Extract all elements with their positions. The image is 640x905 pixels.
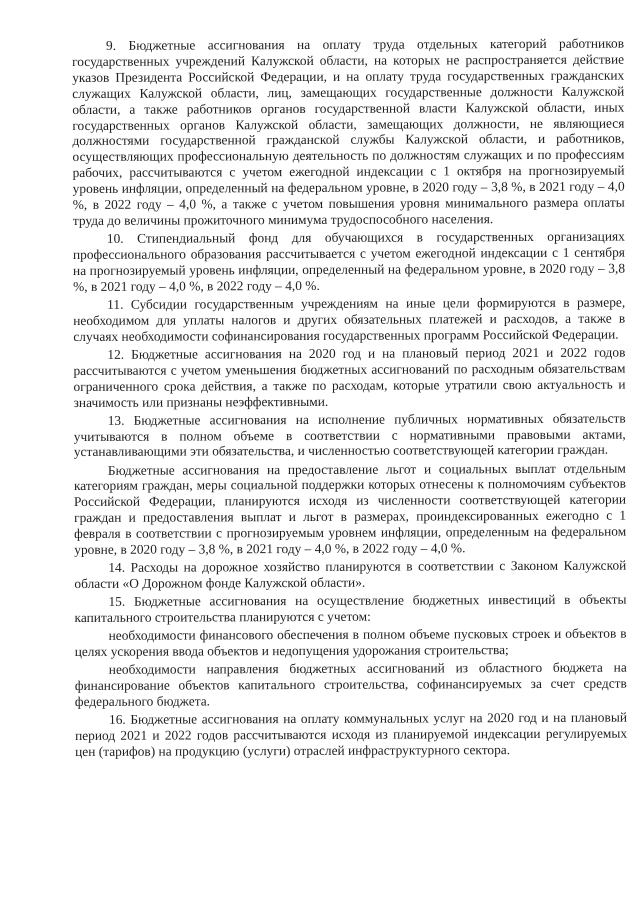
document-page — [72, 36, 627, 762]
paragraph-15-item-cofinancing: необходимости направления бюджетных ассигнований из областного бюджета на финансирование объектов капитального строительства, софинансируемых за счет средств федерального бюджета. — [74, 659, 627, 709]
paragraph-13-social-benefits: Бюджетные ассигнования на предоставление льгот и социальных выплат отдельным категориям граждан, меры социальной поддержки которых отнесены к полномочиям субъектов Российской Федерации, планируются исходя из численности соответствующей категории граждан и предоставления выплат и льгот в размерах, проиндексированных ежегодно с 1 февраля в соответствии с прогнозируемым уровнем инфляции, определенным на федеральном уровне, в 2020 году – 3,8 %, в 2021 году – 4,0 %, в 2022 году – 4,0 %. — [73, 460, 627, 558]
paragraph-14-road-economy: 14. Расходы на дорожное хозяйство планируются в соответствии с Законом Калужской области «О Дорожном фонде Калужской области». — [74, 557, 627, 592]
paragraph-15-capital-investments: 15. Бюджетные ассигнования на осуществление бюджетных инвестиций в объекты капитального строительства планируются с учетом: — [74, 591, 627, 626]
paragraph-11-subsidies: 11. Субсидии государственным учреждениям на иные цели формируются в размере, необходимом для уплаты налогов и других обязательных платежей и расходов, а также в случаях необходимости софинансирования государственных программ Российской Федерации. — [73, 294, 626, 344]
paragraph-15-item-financial-support: необходимости финансового обеспечения в полном объеме пусковых строек и объектов в целях ускорения ввода объектов и недопущения удорожания строительства; — [74, 625, 627, 660]
paragraph-9-labor-compensation: 9. Бюджетные ассигнования на оплату труда отдельных категорий работников государственных учреждений Калужской области, на которых не распространяется действие указов Президента Российской Федерации, и на оплату труда государственных гражданских служащих Калужской области, лиц, замещающих государственные должности Калужской области, а также работников органов государственной власти Калужской области, иных государственных органов Калужской области, замещающих должности, не являющиеся должностями государственной гражданской службы Калужской области, и работников, осуществляющих профессиональную деятельность по должностям служащих и по профессиям рабочих, рассчитываются с учетом ежегодной индексации с 1 октября на прогнозируемый уровень инфляции, определенный на федеральном уровне, в 2020 году – 3,8 %, в 2021 году – 4,0 %, в 2022 году – 4,0 %, а также с учетом повышения уровня минимального размера оплаты труда до величины прожиточного минимума трудоспособного населения. — [72, 35, 625, 228]
paragraph-13-public-obligations: 13. Бюджетные ассигнования на исполнение публичных нормативных обязательств учитываются в полном объеме в соответствии с нормативными правовыми актами, устанавливающими эти обязательства, и численностью соответствующей категории граждан. — [73, 410, 626, 460]
paragraph-10-stipend-fund: 10. Стипендиальный фонд для обучающихся в государственных организациях профессионального образования рассчитывается с учетом ежегодной индексации с 1 сентября на прогнозируемый уровень инфляции, определенный на федеральном уровне, в 2020 году – 3,8 %, в 2021 году – 4,0 %, в 2022 году – 4,0 %. — [72, 228, 626, 294]
paragraph-12-budget-allocations: 12. Бюджетные ассигнования на 2020 год и на плановый период 2021 и 2022 годов рассчитываются с учетом уменьшения бюджетных ассигнований по расходным обязательствам ограниченного срока действия, а также по расходам, которые утратили свою актуальность и значимость или признаны неэффективными. — [73, 344, 626, 410]
paragraph-16-utilities: 16. Бюджетные ассигнования на оплату коммунальных услуг на 2020 год и на плановый период 2021 и 2022 годов рассчитываются исходя из планируемой индексации регулируемых цен (тарифов) на продукцию (услуги) отраслей инфраструктурного сектора. — [75, 709, 628, 759]
